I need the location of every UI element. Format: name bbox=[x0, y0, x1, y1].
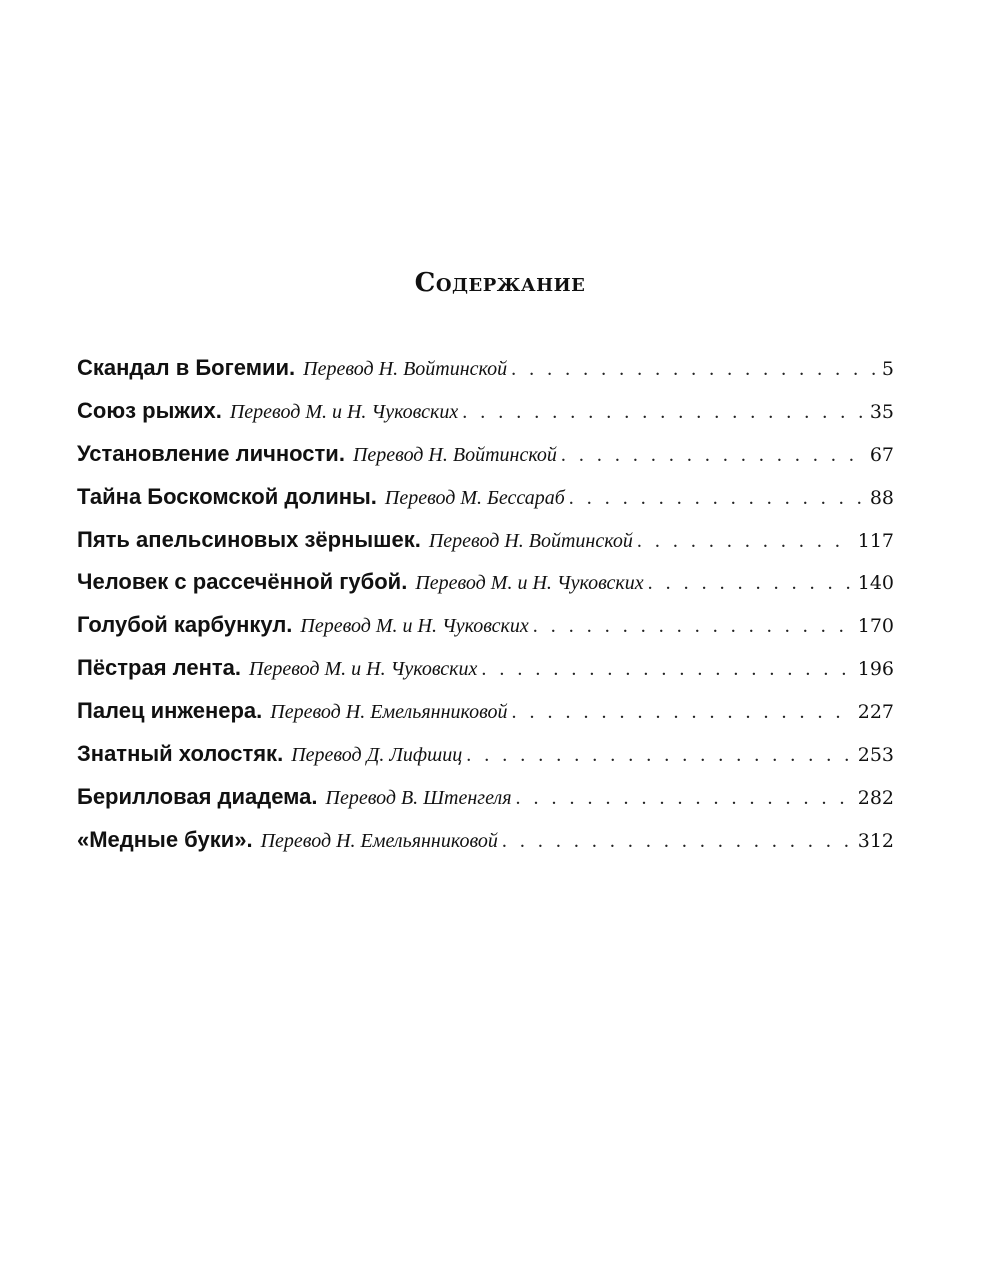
toc-entry bbox=[77, 527, 894, 570]
dot-leader bbox=[516, 787, 852, 810]
story-title: Человек с рассечённой губой. bbox=[77, 569, 408, 595]
page-number: 88 bbox=[869, 486, 894, 509]
toc-entry bbox=[77, 741, 894, 784]
toc-entry bbox=[77, 612, 894, 655]
translator-credit: Перевод Н. Войтинской bbox=[303, 358, 508, 380]
toc-entry bbox=[77, 441, 894, 484]
page-number: 282 bbox=[857, 786, 894, 809]
toc-entry bbox=[77, 827, 894, 870]
toc-entry bbox=[77, 484, 894, 527]
translator-credit: Перевод М. и Н. Чуковских bbox=[249, 658, 478, 681]
page-number: 227 bbox=[857, 701, 894, 724]
page-number: 117 bbox=[857, 529, 894, 552]
page-number: 5 bbox=[881, 358, 894, 380]
dot-leader bbox=[511, 358, 876, 381]
translator-credit: Перевод Н. Емельянниковой bbox=[260, 829, 498, 852]
dot-leader bbox=[466, 744, 852, 767]
translator-credit: Перевод Н. Войтинской bbox=[428, 529, 633, 552]
translator-credit: Перевод Н. Войтинской bbox=[352, 443, 557, 466]
page-title: Содержание bbox=[414, 268, 586, 298]
toc-entry bbox=[77, 569, 894, 612]
toc-entry bbox=[77, 398, 894, 441]
translator-credit: Перевод М. и Н. Чуковских bbox=[229, 400, 459, 423]
page-number: 35 bbox=[869, 400, 894, 423]
page-number: 196 bbox=[857, 658, 894, 681]
table-of-contents bbox=[77, 355, 894, 870]
story-title: Берилловая диадема. bbox=[77, 783, 318, 809]
story-title: «Медные буки». bbox=[77, 826, 253, 852]
story-title: Тайна Боскомской долины. bbox=[77, 483, 377, 509]
toc-entry bbox=[77, 655, 894, 698]
dot-leader bbox=[502, 830, 852, 853]
page-number: 140 bbox=[857, 572, 894, 595]
translator-credit: Перевод Д. Лифшиц bbox=[291, 744, 463, 767]
page-number: 312 bbox=[857, 829, 894, 852]
story-title: Установление личности. bbox=[77, 440, 345, 466]
page-number: 67 bbox=[869, 443, 894, 466]
translator-credit: Перевод В. Штенгеля bbox=[325, 786, 512, 809]
translator-credit: Перевод М. Бессараб bbox=[384, 486, 565, 509]
dot-leader bbox=[648, 572, 852, 595]
story-title: Палец инженера. bbox=[77, 698, 263, 724]
toc-entry bbox=[77, 784, 894, 827]
story-title: Пёстрая лента. bbox=[77, 655, 242, 681]
story-title: Союз рыжих. bbox=[77, 397, 222, 423]
translator-credit: Перевод М. и Н. Чуковских bbox=[300, 615, 529, 638]
story-title: Знатный холостяк. bbox=[77, 741, 284, 767]
page-number: 253 bbox=[857, 744, 894, 767]
dot-leader bbox=[512, 701, 852, 724]
story-title: Голубой карбункул. bbox=[77, 612, 293, 638]
dot-leader bbox=[481, 658, 851, 681]
translator-credit: Перевод М. и Н. Чуковских bbox=[415, 572, 644, 595]
dot-leader bbox=[533, 615, 852, 638]
story-title: Скандал в Богемии. bbox=[77, 355, 296, 380]
dot-leader bbox=[561, 444, 864, 467]
dot-leader bbox=[637, 530, 852, 553]
translator-credit: Перевод Н. Емельянниковой bbox=[270, 701, 508, 724]
toc-entry bbox=[77, 698, 894, 741]
page-number: 170 bbox=[857, 615, 894, 638]
dot-leader bbox=[462, 401, 864, 424]
dot-leader bbox=[569, 487, 864, 510]
toc-entry bbox=[77, 355, 894, 398]
story-title: Пять апельсиновых зёрнышек. bbox=[77, 526, 421, 552]
